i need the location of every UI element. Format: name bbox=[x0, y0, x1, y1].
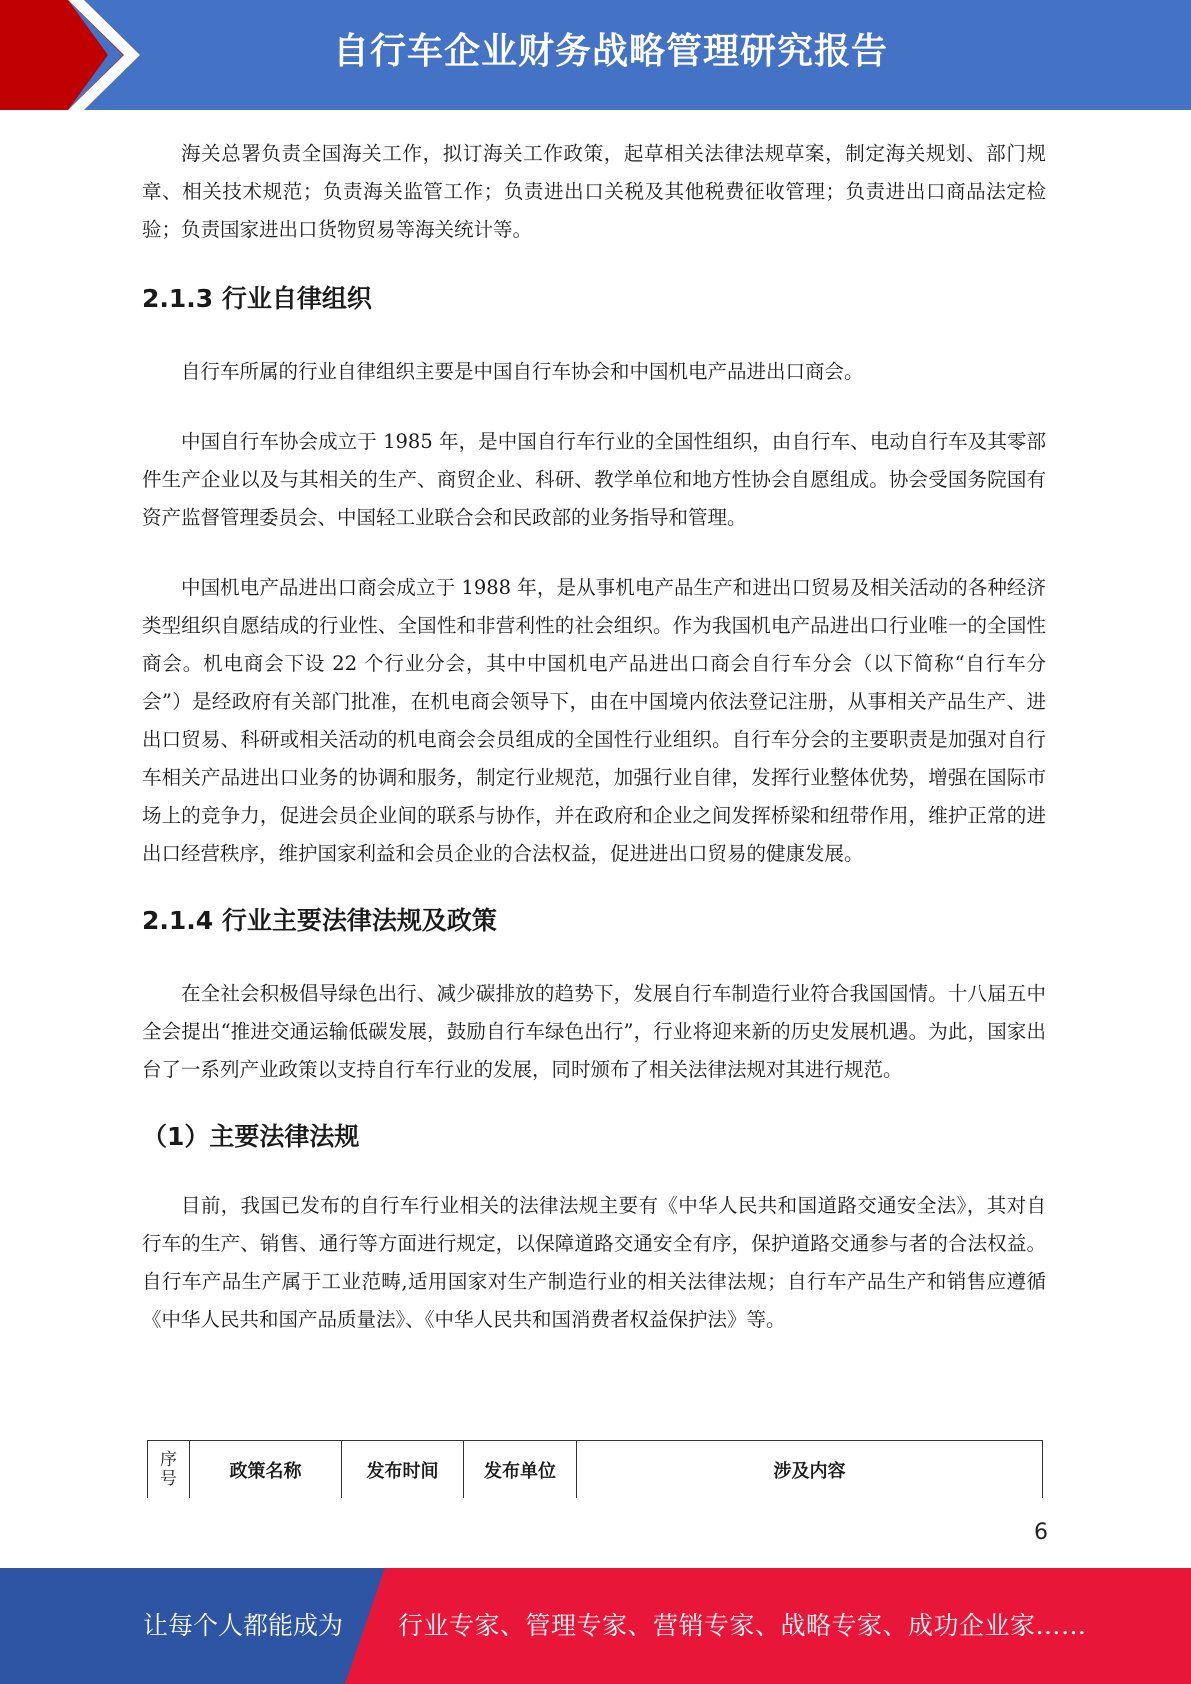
footer-blue-slant bbox=[345, 1568, 385, 1684]
section-heading-2-1-3: 2.1.3 行业自律组织 bbox=[142, 284, 372, 313]
section-heading-2-1-4: 2.1.4 行业主要法律法规及政策 bbox=[142, 906, 497, 935]
paragraph-chamber-of-commerce: 中国机电产品进出口商会成立于 1988 年，是从事机电产品生产和进出口贸易及相关活动的各种经济类型组织自愿结成的行业性、全国性和非营利性的社会组织。作为我国机电产品进出口行业唯一的全国性商会。机电商会下设 22 个行业分会，其中中国机电产品进出口商会自行车分会（以下简称“自行车分会”）是经政府有关部门批准，在机电商会领导下，由在中国境内依法登记注册，从事相关产品生产、进出口贸易、科研或相关活动的机电商会会员组成的全国性行业组织。自行车分会的主要职责是加强对自行车相关产品进出口业务的协调和服务，制定行业规范，加强行业自律，发挥行业整体优势，增强在国际市场上的竞争力，促进会员企业间的联系与协作，并在政府和企业之间发挥桥梁和纽带作用，维护正常的进出口经营秩序，维护国家利益和会员企业的合法权益，促进进出口贸易的健康发展。 bbox=[142, 576, 1046, 865]
table-header-row bbox=[148, 1441, 1043, 1499]
paragraph-org-intro: 自行车所属的行业自律组织主要是中国自行车协会和中国机电产品进出口商会。 bbox=[181, 360, 864, 383]
paragraph-green-travel: 在全社会积极倡导绿色出行、减少碳排放的趋势下，发展自行车制造行业符合我国国情。十八届五中全会提出“推进交通运输低碳发展，鼓励自行车绿色出行”，行业将迎来新的历史发展机遇。为此，国家出台了一系列产业政策以支持自行车行业的发展，同时颁布了相关法律法规对其进行规范。 bbox=[142, 982, 1046, 1081]
footer-slogan-left: 让每个人都能成为 bbox=[143, 1611, 344, 1640]
main-content bbox=[142, 135, 1046, 1371]
paragraph-customs: 海关总署负责全国海关工作，拟订海关工作政策，起草相关法律法规草案，制定海关规划、部门规章、相关技术规范；负责海关监管工作；负责进出口关税及其他税费征收管理；负责进出口商品法定检验；负责国家进出口货物贸易等海关统计等。 bbox=[142, 142, 1046, 241]
footer-slogan-right: 行业专家、管理专家、营销专家、战略专家、成功企业家…… bbox=[398, 1611, 1087, 1640]
table-header-content: 涉及内容 bbox=[577, 1441, 1043, 1499]
footer-banner bbox=[0, 1568, 1191, 1684]
table-header-seq: 序号 bbox=[148, 1441, 190, 1499]
table-header-policy-name: 政策名称 bbox=[190, 1441, 342, 1499]
table-header-issuer: 发布单位 bbox=[464, 1441, 577, 1499]
header-red-block bbox=[0, 0, 68, 110]
paragraph-bike-association: 中国自行车协会成立于 1985 年，是中国自行车行业的全国性组织，由自行车、电动自行车及其零部件生产企业以及与其相关的生产、商贸企业、科研、教学单位和地方性协会自愿组成。协会受国务院国有资产监督管理委员会、中国轻工业联合会和民政部的业务指导和管理。 bbox=[142, 430, 1046, 529]
table-header-release-time: 发布时间 bbox=[342, 1441, 464, 1499]
policy-table bbox=[147, 1440, 1043, 1498]
document-title: 自行车企业财务战略管理研究报告 bbox=[332, 31, 888, 72]
page-number: 6 bbox=[1034, 1520, 1048, 1545]
paragraph-laws: 目前，我国已发布的自行车行业相关的法律法规主要有《中华人民共和国道路交通安全法》，其对自行车的生产、销售、通行等方面进行规定，以保障道路交通安全有序，保护道路交通参与者的合法权益。自行车产品生产属于工业范畴,适用国家对生产制造行业的相关法律法规；自行车产品生产和销售应遵循《中华人民共和国产品质量法》、《中华人民共和国消费者权益保护法》等。 bbox=[142, 1194, 1046, 1331]
header-chevron-icon bbox=[68, 0, 150, 110]
subsection-heading-laws: （1）主要法律法规 bbox=[142, 1122, 360, 1151]
header-banner bbox=[0, 0, 1191, 110]
